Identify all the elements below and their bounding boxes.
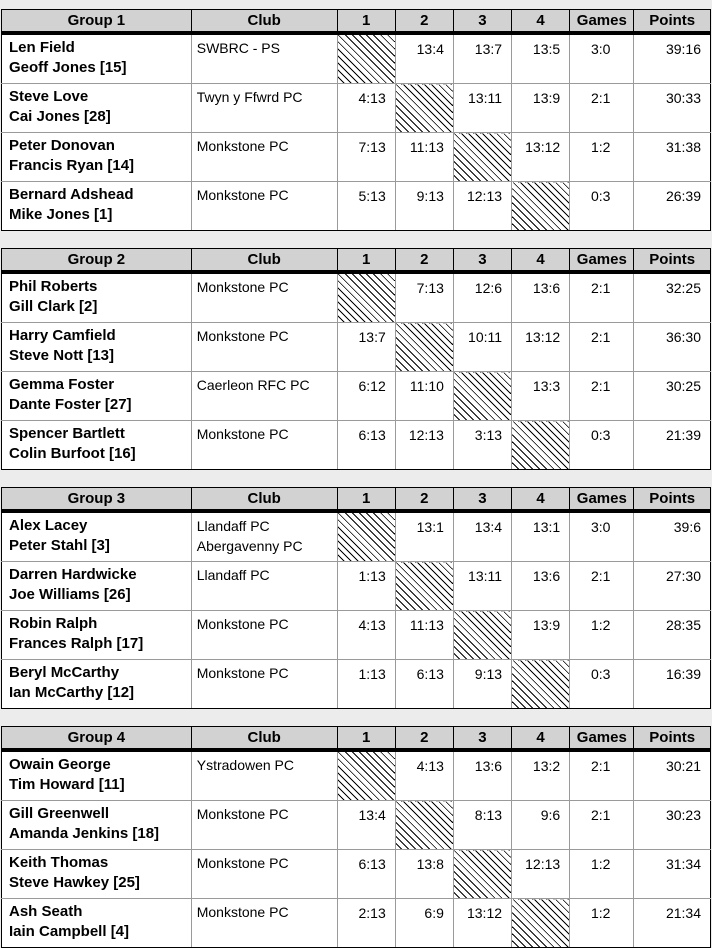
header-row [2, 10, 711, 34]
opponent-2-header: 2 [395, 10, 453, 34]
club-name: Ystradowen PC [196, 757, 295, 773]
score-vs-4: 9:6 [512, 801, 570, 850]
club-cell [191, 801, 337, 850]
pair-names [2, 182, 192, 231]
group-table [1, 248, 711, 470]
club-cell [191, 421, 337, 470]
self-match-hatch [512, 899, 570, 948]
points-total: 39:16 [634, 33, 711, 84]
points-total: 26:39 [634, 182, 711, 231]
score-vs-1: 13:4 [337, 801, 395, 850]
score-vs-4: 13:3 [512, 372, 570, 421]
self-match-hatch [453, 850, 511, 899]
games-total: 3:0 [570, 33, 634, 84]
pair-names [2, 84, 192, 133]
club-name: Llandaff PC [196, 518, 270, 534]
self-match-hatch [512, 660, 570, 709]
points-header: Points [634, 727, 711, 751]
table-row [2, 421, 711, 470]
club-cell [191, 850, 337, 899]
opponent-4-header: 4 [512, 10, 570, 34]
score-vs-2: 11:10 [395, 372, 453, 421]
club-cell [191, 133, 337, 182]
player-name: Iain Campbell [4] [9, 923, 130, 940]
points-header: Points [634, 488, 711, 512]
player-name: Alex Lacey [9, 517, 88, 534]
club-header: Club [191, 10, 337, 34]
games-total: 2:1 [570, 801, 634, 850]
player-name: Mike Jones [1] [9, 206, 113, 223]
opponent-2-header: 2 [395, 488, 453, 512]
player-name: Peter Stahl [3] [9, 537, 110, 554]
player-name: Gill Clark [2] [9, 298, 98, 315]
score-vs-2: 13:1 [395, 511, 453, 562]
score-vs-3: 10:11 [453, 323, 511, 372]
player-name: Phil Roberts [9, 278, 98, 295]
table-row [2, 323, 711, 372]
points-total: 30:25 [634, 372, 711, 421]
self-match-hatch [453, 611, 511, 660]
player-name: Ash Seath [9, 903, 83, 920]
pair-names [2, 511, 192, 562]
club-name: Monkstone PC [196, 904, 289, 920]
table-row [2, 801, 711, 850]
club-cell [191, 272, 337, 323]
player-name: Dante Foster [27] [9, 396, 132, 413]
games-total: 1:2 [570, 133, 634, 182]
club-cell [191, 899, 337, 948]
club-name: Abergavenny PC [196, 538, 303, 554]
points-header: Points [634, 10, 711, 34]
pair-names [2, 562, 192, 611]
score-vs-2: 7:13 [395, 272, 453, 323]
opponent-2-header: 2 [395, 727, 453, 751]
score-vs-1: 4:13 [337, 611, 395, 660]
club-cell [191, 562, 337, 611]
self-match-hatch [512, 182, 570, 231]
score-vs-3: 13:11 [453, 84, 511, 133]
score-vs-3: 12:6 [453, 272, 511, 323]
results-table [1, 9, 711, 231]
table-row [2, 850, 711, 899]
club-cell [191, 611, 337, 660]
games-header: Games [570, 488, 634, 512]
points-total: 16:39 [634, 660, 711, 709]
games-total: 2:1 [570, 272, 634, 323]
results-table [1, 248, 711, 470]
points-total: 39:6 [634, 511, 711, 562]
table-row [2, 372, 711, 421]
score-vs-1: 4:13 [337, 84, 395, 133]
player-name: Steve Hawkey [25] [9, 874, 140, 891]
score-vs-4: 13:5 [512, 33, 570, 84]
opponent-3-header: 3 [453, 488, 511, 512]
score-vs-2: 13:4 [395, 33, 453, 84]
group-table [1, 9, 711, 231]
points-total: 28:35 [634, 611, 711, 660]
opponent-3-header: 3 [453, 249, 511, 273]
table-row [2, 899, 711, 948]
club-name: Monkstone PC [196, 328, 289, 344]
score-vs-4: 13:2 [512, 750, 570, 801]
score-vs-3: 12:13 [453, 182, 511, 231]
player-name: Keith Thomas [9, 854, 109, 871]
pair-names [2, 750, 192, 801]
opponent-2-header: 2 [395, 249, 453, 273]
group-table [1, 487, 711, 709]
club-name: Caerleon RFC PC [196, 377, 310, 393]
self-match-hatch [337, 272, 395, 323]
score-vs-3: 13:6 [453, 750, 511, 801]
score-vs-2: 4:13 [395, 750, 453, 801]
player-name: Geoff Jones [15] [9, 59, 127, 76]
score-vs-3: 13:11 [453, 562, 511, 611]
club-cell [191, 660, 337, 709]
points-total: 30:21 [634, 750, 711, 801]
points-total: 30:23 [634, 801, 711, 850]
score-vs-2: 11:13 [395, 611, 453, 660]
score-vs-3: 13:7 [453, 33, 511, 84]
score-vs-3: 3:13 [453, 421, 511, 470]
score-vs-2: 13:8 [395, 850, 453, 899]
club-name: Llandaff PC [196, 567, 270, 583]
pair-names [2, 33, 192, 84]
pair-names [2, 421, 192, 470]
self-match-hatch [395, 84, 453, 133]
score-vs-4: 13:6 [512, 272, 570, 323]
games-total: 3:0 [570, 511, 634, 562]
games-header: Games [570, 727, 634, 751]
games-header: Games [570, 249, 634, 273]
score-vs-3: 13:12 [453, 899, 511, 948]
club-name: Monkstone PC [196, 665, 289, 681]
games-total: 1:2 [570, 850, 634, 899]
score-vs-4: 13:9 [512, 611, 570, 660]
score-vs-2: 6:13 [395, 660, 453, 709]
club-header: Club [191, 249, 337, 273]
games-total: 2:1 [570, 372, 634, 421]
score-vs-1: 6:12 [337, 372, 395, 421]
player-name: Bernard Adshead [9, 186, 134, 203]
score-vs-3: 9:13 [453, 660, 511, 709]
player-name: Frances Ralph [17] [9, 635, 144, 652]
pair-names [2, 323, 192, 372]
score-vs-1: 1:13 [337, 660, 395, 709]
club-name: Monkstone PC [196, 806, 289, 822]
score-vs-4: 13:6 [512, 562, 570, 611]
pair-names [2, 660, 192, 709]
club-header: Club [191, 727, 337, 751]
score-vs-2: 11:13 [395, 133, 453, 182]
games-total: 2:1 [570, 323, 634, 372]
self-match-hatch [337, 750, 395, 801]
table-row [2, 182, 711, 231]
table-row [2, 562, 711, 611]
opponent-4-header: 4 [512, 488, 570, 512]
club-name: Monkstone PC [196, 426, 289, 442]
group-table [1, 726, 711, 948]
score-vs-1: 6:13 [337, 421, 395, 470]
player-name: Beryl McCarthy [9, 664, 120, 681]
table-row [2, 660, 711, 709]
self-match-hatch [395, 562, 453, 611]
club-cell [191, 33, 337, 84]
self-match-hatch [395, 323, 453, 372]
games-total: 2:1 [570, 84, 634, 133]
table-row [2, 511, 711, 562]
club-name: Twyn y Ffwrd PC [196, 89, 303, 105]
player-name: Robin Ralph [9, 615, 98, 632]
club-cell [191, 511, 337, 562]
group-title: Group 3 [2, 488, 192, 512]
score-vs-2: 6:9 [395, 899, 453, 948]
score-vs-4: 13:12 [512, 133, 570, 182]
table-row [2, 272, 711, 323]
opponent-1-header: 1 [337, 249, 395, 273]
opponent-4-header: 4 [512, 249, 570, 273]
club-cell [191, 750, 337, 801]
self-match-hatch [395, 801, 453, 850]
games-header: Games [570, 10, 634, 34]
self-match-hatch [453, 133, 511, 182]
score-vs-4: 12:13 [512, 850, 570, 899]
player-name: Owain George [9, 756, 111, 773]
score-vs-1: 7:13 [337, 133, 395, 182]
club-name: Monkstone PC [196, 616, 289, 632]
club-cell [191, 182, 337, 231]
points-total: 36:30 [634, 323, 711, 372]
player-name: Tim Howard [11] [9, 776, 125, 793]
score-vs-1: 1:13 [337, 562, 395, 611]
player-name: Steve Nott [13] [9, 347, 115, 364]
score-vs-1: 5:13 [337, 182, 395, 231]
table-row [2, 133, 711, 182]
player-name: Colin Burfoot [16] [9, 445, 136, 462]
player-name: Spencer Bartlett [9, 425, 125, 442]
player-name: Amanda Jenkins [18] [9, 825, 160, 842]
player-name: Harry Camfield [9, 327, 116, 344]
self-match-hatch [453, 372, 511, 421]
games-total: 2:1 [570, 750, 634, 801]
points-total: 21:39 [634, 421, 711, 470]
score-vs-1: 2:13 [337, 899, 395, 948]
club-name: Monkstone PC [196, 855, 289, 871]
games-total: 2:1 [570, 562, 634, 611]
group-title: Group 2 [2, 249, 192, 273]
pair-names [2, 272, 192, 323]
score-vs-4: 13:1 [512, 511, 570, 562]
club-name: Monkstone PC [196, 187, 289, 203]
club-cell [191, 372, 337, 421]
score-vs-1: 6:13 [337, 850, 395, 899]
points-total: 30:33 [634, 84, 711, 133]
score-vs-1: 13:7 [337, 323, 395, 372]
opponent-3-header: 3 [453, 10, 511, 34]
score-vs-4: 13:9 [512, 84, 570, 133]
points-total: 31:34 [634, 850, 711, 899]
table-row [2, 750, 711, 801]
score-vs-3: 8:13 [453, 801, 511, 850]
results-table [1, 487, 711, 709]
games-total: 0:3 [570, 182, 634, 231]
club-name: SWBRC - PS [196, 40, 280, 56]
player-name: Ian McCarthy [12] [9, 684, 135, 701]
pair-names [2, 850, 192, 899]
club-name: Monkstone PC [196, 138, 289, 154]
points-total: 32:25 [634, 272, 711, 323]
pair-names [2, 899, 192, 948]
opponent-1-header: 1 [337, 488, 395, 512]
player-name: Cai Jones [28] [9, 108, 111, 125]
player-name: Len Field [9, 39, 75, 56]
self-match-hatch [337, 33, 395, 84]
club-name: Monkstone PC [196, 279, 289, 295]
player-name: Peter Donovan [9, 137, 115, 154]
pair-names [2, 611, 192, 660]
points-total: 21:34 [634, 899, 711, 948]
score-vs-2: 9:13 [395, 182, 453, 231]
games-total: 1:2 [570, 611, 634, 660]
score-vs-2: 12:13 [395, 421, 453, 470]
score-vs-3: 13:4 [453, 511, 511, 562]
points-total: 31:38 [634, 133, 711, 182]
opponent-1-header: 1 [337, 727, 395, 751]
header-row [2, 727, 711, 751]
club-cell [191, 323, 337, 372]
games-total: 0:3 [570, 421, 634, 470]
opponent-1-header: 1 [337, 10, 395, 34]
self-match-hatch [337, 511, 395, 562]
games-total: 1:2 [570, 899, 634, 948]
header-row [2, 488, 711, 512]
games-total: 0:3 [570, 660, 634, 709]
player-name: Francis Ryan [14] [9, 157, 135, 174]
pair-names [2, 801, 192, 850]
opponent-3-header: 3 [453, 727, 511, 751]
player-name: Gill Greenwell [9, 805, 110, 822]
score-vs-4: 13:12 [512, 323, 570, 372]
table-row [2, 33, 711, 84]
header-row [2, 249, 711, 273]
player-name: Joe Williams [26] [9, 586, 131, 603]
club-cell [191, 84, 337, 133]
points-header: Points [634, 249, 711, 273]
opponent-4-header: 4 [512, 727, 570, 751]
table-row [2, 611, 711, 660]
self-match-hatch [512, 421, 570, 470]
points-total: 27:30 [634, 562, 711, 611]
table-row [2, 84, 711, 133]
player-name: Darren Hardwicke [9, 566, 137, 583]
player-name: Gemma Foster [9, 376, 115, 393]
player-name: Steve Love [9, 88, 89, 105]
group-title: Group 1 [2, 10, 192, 34]
group-title: Group 4 [2, 727, 192, 751]
results-table [1, 726, 711, 948]
club-header: Club [191, 488, 337, 512]
pair-names [2, 372, 192, 421]
pair-names [2, 133, 192, 182]
